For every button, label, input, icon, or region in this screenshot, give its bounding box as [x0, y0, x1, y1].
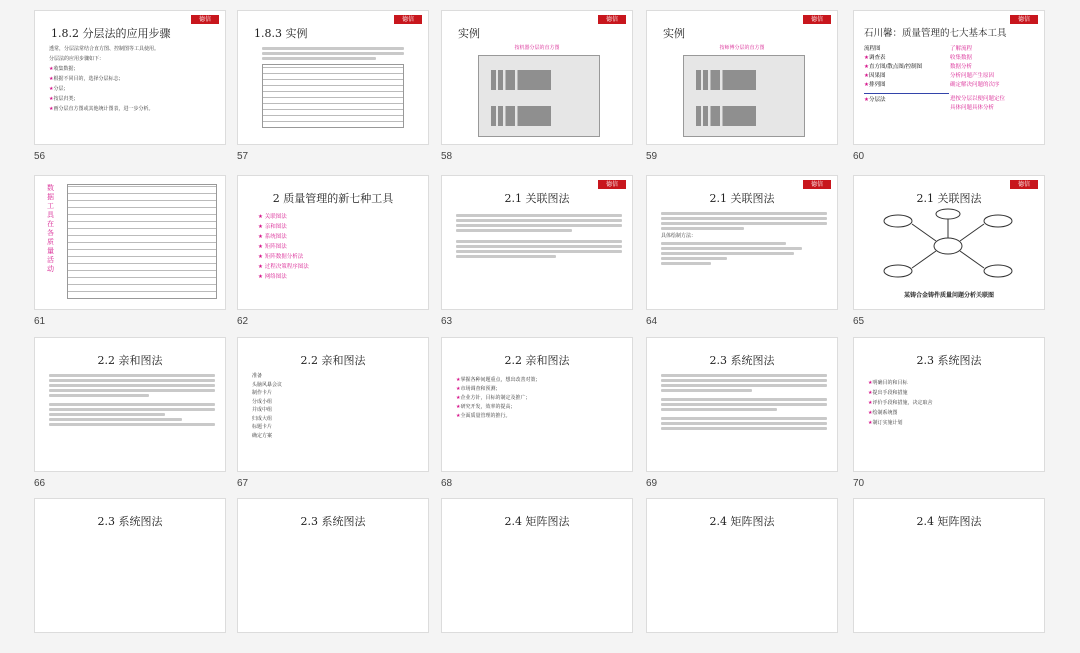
- slide-title: 2.1 关联图法: [916, 192, 982, 205]
- brand-logo: 德信: [1010, 15, 1038, 24]
- slide-thumbnail-67[interactable]: 2.2 亲和图法 准备 头脑风暴会议 制作卡片 分成小组 并成中组 归成大组 标题卡片 确定方案 67: [237, 337, 429, 492]
- slide-title: 实例: [663, 27, 685, 40]
- brand-logo: 德信: [1010, 180, 1038, 189]
- slide-number: 70: [853, 478, 865, 489]
- slide-thumbnail-74[interactable]: [646, 498, 838, 653]
- star-icon: ★: [49, 106, 54, 112]
- slide-number: 63: [441, 316, 453, 327]
- slide-title: 2 质量管理的新七种工具: [272, 192, 394, 205]
- slide-number: 56: [34, 151, 46, 162]
- slide-title: 石川馨：质量管理的七大基本工具: [864, 28, 1007, 39]
- slide-thumbnail-66[interactable]: [34, 337, 226, 492]
- slide-number: 67: [237, 478, 249, 489]
- histogram-image: [478, 55, 600, 137]
- slide-number: 69: [646, 478, 658, 489]
- slide-number: 57: [237, 151, 249, 162]
- slide-thumbnail-65[interactable]: 德信 2.1 关联图法 某铸合金铸件质量问题分析关联图 65: [853, 175, 1045, 330]
- slide-title: 2.2 亲和图法: [97, 354, 163, 367]
- star-icon: ★: [49, 96, 54, 102]
- slide-thumbnail-59[interactable]: 德信 实例 按师傅分层的直方图 59: [646, 10, 838, 165]
- slide-thumbnail-58[interactable]: 德信 实例 按机器分层的直方图 58: [441, 10, 633, 165]
- slide-number: 68: [441, 478, 453, 489]
- slide-number: 59: [646, 151, 658, 162]
- slide-number: 65: [853, 316, 865, 327]
- slide-number: 60: [853, 151, 865, 162]
- brand-logo: 德信: [394, 15, 422, 24]
- slide-number: 66: [34, 478, 46, 489]
- slide-thumbnail-57[interactable]: [237, 10, 429, 165]
- slide-title: 1.8.3 实例: [254, 27, 308, 40]
- brand-logo: 德信: [598, 180, 626, 189]
- slide-number: 64: [646, 316, 658, 327]
- star-icon: ★: [49, 66, 54, 72]
- slide-title: 2.3 系统图法: [916, 354, 982, 367]
- slide-title: 2.3 系统图法: [709, 354, 775, 367]
- slide-title: 实例: [458, 27, 480, 40]
- relation-diagram: [868, 206, 1028, 286]
- slide-thumbnail-69[interactable]: [646, 337, 838, 492]
- star-icon: ★: [49, 86, 54, 92]
- slide-title: 2.2 亲和图法: [504, 354, 570, 367]
- slide-title: 2.4 矩阵图法: [504, 515, 570, 528]
- brand-logo: 德信: [803, 15, 831, 24]
- star-icon: ★: [49, 76, 54, 82]
- brand-logo: 德信: [191, 15, 219, 24]
- slide-thumbnail-73[interactable]: [441, 498, 633, 653]
- slide-thumbnail-62[interactable]: 2 质量管理的新七种工具 ★ 关联图法 ★ 亲和图法 ★ 系统图法 ★ 矩阵图法 ★ 矩阵数据分析法 ★ 过程决策程序图法 ★ 网络图法 62: [237, 175, 429, 330]
- slide-thumbnail-64[interactable]: 德信 2.1 关联图法 具体绘制方法： 64: [646, 175, 838, 330]
- slide-thumbnail-68[interactable]: 2.2 亲和图法 ★掌握各种间题重点，想出改善对策； ★市场调查和预测； ★企业方针，目标的制定及推广； ★研究开发，效率的提高； ★全面质量管理的推行。 68: [441, 337, 633, 492]
- slide-title: 2.4 矩阵图法: [709, 515, 775, 528]
- slide-thumbnail-72[interactable]: [237, 498, 429, 653]
- slide-title: 2.2 亲和图法: [300, 354, 366, 367]
- slide-thumbnail-75[interactable]: [853, 498, 1045, 653]
- slide-title: 2.4 矩阵图法: [916, 515, 982, 528]
- brand-logo: 德信: [803, 180, 831, 189]
- slide-thumbnail-70[interactable]: 2.3 系统图法 ★明确目的和目标 ★提出手段和措施 ★评价手段和措施，决定取舍 ★绘制系统图 ★制订实施计划 70: [853, 337, 1045, 492]
- data-table: [262, 64, 404, 128]
- histogram-image: [683, 55, 805, 137]
- brand-logo: 德信: [598, 15, 626, 24]
- slide-thumbnail-71[interactable]: [34, 498, 226, 653]
- data-table: [67, 184, 217, 299]
- slide-number: 62: [237, 316, 249, 327]
- slide-thumbnail-60[interactable]: 德信 石川馨：质量管理的七大基本工具 流程图 ★调查表 ★直方图/散点图/控制图 ★因果图 ★排列图 ★分层法 了解流程 收集数据 数据分析 分析问题产生原因 确定解决问题的次序 进按分层以便问题定位 具体问题具体分析 60: [853, 10, 1045, 165]
- slide-title: 2.1 关联图法: [709, 192, 775, 205]
- vertical-title: 数 据 工 具 在 各 质 量 活 动: [47, 184, 54, 273]
- slide-number: 58: [441, 151, 453, 162]
- slide-thumbnail-61[interactable]: [34, 175, 226, 330]
- slide-title: 2.3 系统图法: [300, 515, 366, 528]
- slide-title: 1.8.2 分层法的应用步骤: [51, 27, 171, 40]
- slide-title: 2.3 系统图法: [97, 515, 163, 528]
- slide-thumbnail-56[interactable]: 德信 1.8.2 分层法的应用步骤 透常，分层法常结合直方图、控制图等工具使用。 分层法的应用步骤如下： ★收集数据； ★根据不同目的，选择分层标志； ★分层； ★按层归类； ★画分层直方图或其他统计图表，进一步分析。 56: [34, 10, 226, 165]
- slide-thumbnail-63[interactable]: [441, 175, 633, 330]
- slide-number: 61: [34, 316, 46, 327]
- slide-title: 2.1 关联图法: [504, 192, 570, 205]
